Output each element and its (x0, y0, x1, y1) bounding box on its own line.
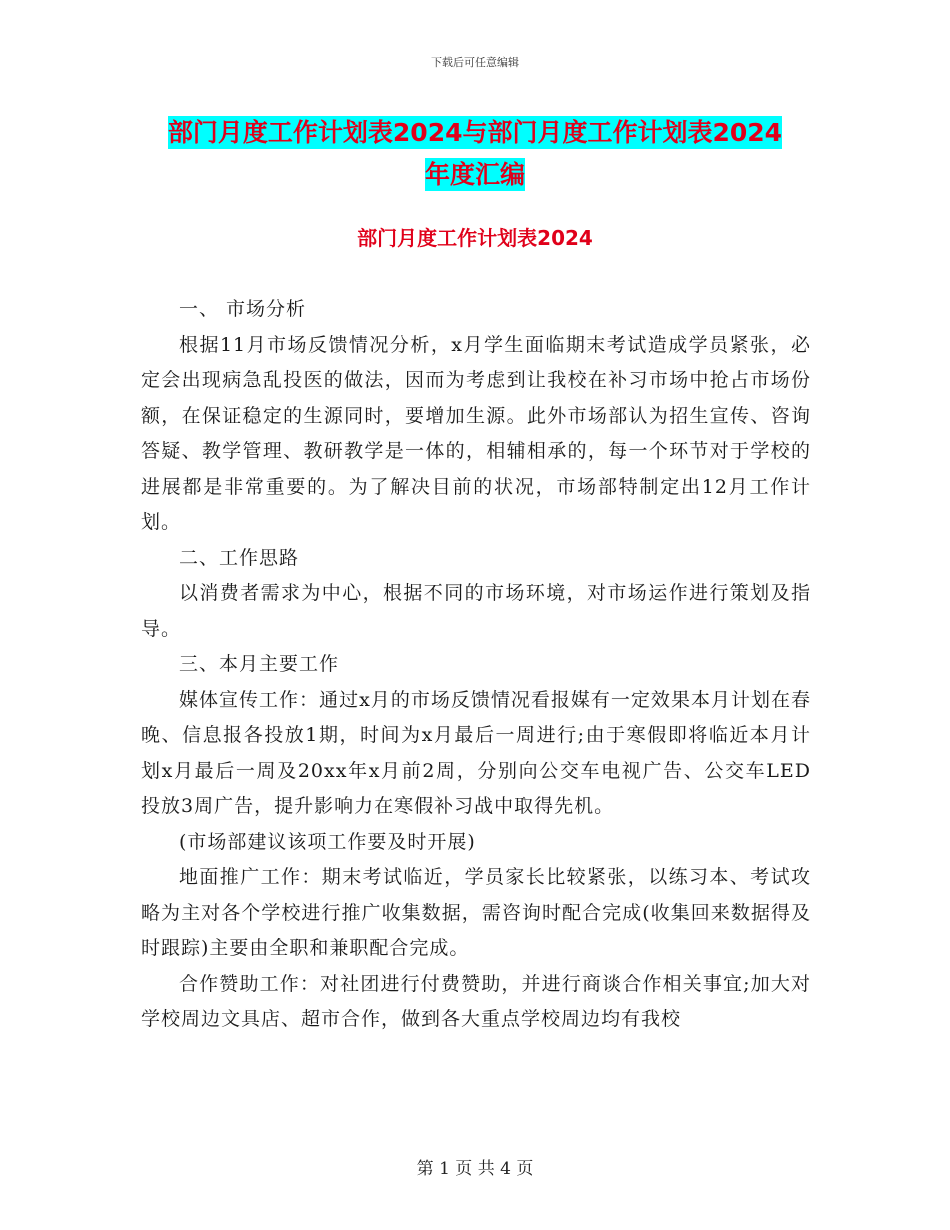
document-title-line-1: 部门月度工作计划表2024与部门月度工作计划表2024 (167, 118, 783, 147)
page-number: 第 1 页 共 4 页 (416, 1159, 534, 1179)
heading-main-work: 三、本月主要工作 (179, 653, 340, 675)
paragraph-market-analysis: 根据11月市场反馈情况分析，x月学生面临期末考试造成学员紧张，必定会出现病急乱投医的做法，因而为考虑到让我校在补习市场中抢占市场份额，在保证稳定的生源同时，要增加生源。此外市场部认为招生宣传、咨询答疑、教学管理、教研教学是一体的，相辅相承的，每一个环节对于学校的进展都是非常重要的。为了解决目前的状况，市场部特制定出12月工作计划。 (141, 333, 811, 533)
document-title-line-2: 年度汇编 (424, 160, 525, 189)
paragraph-market-suggestion: (市场部建议该项工作要及时开展) (179, 830, 476, 853)
paragraph-sponsorship: 合作赞助工作：对社团进行付费赞助，并进行商谈合作相关事宜;加大对学校周边文具店、超市合作，做到各大重点学校周边均有我校 (141, 972, 811, 1030)
paragraph-ground-promotion: 地面推广工作：期末考试临近，学员家长比较紧张，以练习本、考试攻略为主对各个学校进行推广收集数据，需咨询时配合完成(收集回来数据得及时跟踪)主要由全职和兼职配合完成。 (141, 866, 811, 959)
heading-work-approach: 二、工作思路 (179, 546, 300, 569)
paragraph-work-approach: 以消费者需求为中心，根据不同的市场环境，对市场运作进行策划及指导。 (141, 582, 811, 640)
document-title (0, 112, 950, 196)
page-header-note: 下载后可任意编辑 (431, 56, 519, 69)
heading-market-analysis: 一、 市场分析 (179, 298, 307, 320)
document-body (141, 292, 811, 1038)
paragraph-media-promotion: 媒体宣传工作：通过x月的市场反馈情况看报媒有一定效果本月计划在春晚、信息报各投放1期，时间为x月最后一周进行;由于寒假即将临近本月计划x月最后一周及20xx年x月前2周，分别向公交车电视广告、公交车LED投放3周广告，提升影响力在寒假补习战中取得先机。 (141, 688, 811, 817)
section-title: 部门月度工作计划表2024 (357, 226, 593, 250)
